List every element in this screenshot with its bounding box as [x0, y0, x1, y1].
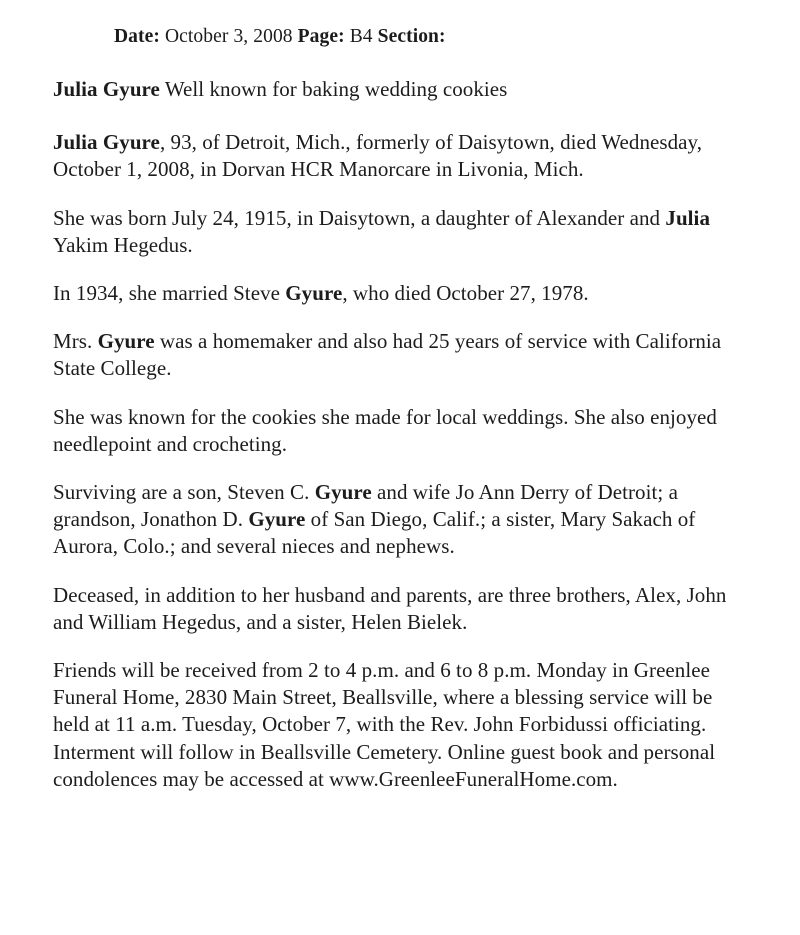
p-occupation-seg-0: Mrs. [53, 329, 98, 354]
p-death-notice-seg-0: Julia Gyure [53, 130, 160, 155]
p-services-seg-0: Friends will be received from 2 to 4 p.m. and 6 to 8 p.m. Monday in Greenlee Funeral Home, 2830 Main Street, Beallsville, where a blessing service will be held at 11 a.m. Tuesday, October 7, with the Rev. John Forbidussi officiating. Interment will follow in Beallsville Cemetery. Online guest book and personal condolences may be accessed at www.GreenleeFuneralHome.com. [53, 658, 716, 791]
p-marriage-seg-2: , who died October 27, 1978. [342, 281, 589, 306]
date-text: October 3, 2008 [164, 26, 293, 47]
p-survivors-seg-4: of San Diego, Calif.; a sister, Mary Sakach of Aurora, Colo.; and several nieces and nephews. [53, 507, 696, 559]
p-death-notice [53, 129, 753, 183]
p-survivors-seg-3: Gyure [248, 507, 306, 532]
p-survivors-seg-0: Surviving are a son, Steven C. [53, 480, 315, 505]
p-deceased-relatives-seg-0: Deceased, in addition to her husband and parents, are three brothers, Alex, John and William Hegedus, and a sister, Helen Bielek. [53, 582, 727, 634]
date-label: Date: [114, 26, 160, 47]
paragraph-host [53, 129, 753, 793]
p-marriage-seg-0: In 1934, she married Steve [53, 281, 286, 306]
p-marriage [53, 280, 753, 307]
p-birth-seg-0: She was born July 24, 1915, in Daisytown, a daughter of Alexander and [53, 205, 666, 230]
p-deceased-relatives [53, 582, 753, 636]
headline-rest: Well known for baking wedding cookies [159, 77, 508, 101]
p-birth-seg-1: Julia [665, 205, 710, 230]
headline-name: Julia Gyure [53, 77, 160, 101]
p-survivors-seg-1: Gyure [314, 480, 372, 505]
obituary-headline [53, 76, 753, 103]
p-hobbies [53, 404, 753, 458]
p-marriage-seg-1: Gyure [285, 281, 343, 306]
p-occupation-seg-1: Gyure [97, 329, 155, 354]
clipping-header [114, 24, 446, 50]
p-survivors-seg-2: and wife Jo Ann Derry of Detroit; a grandson, Jonathon D. [53, 480, 678, 532]
p-occupation-seg-2: was a homemaker and also had 25 years of service with California State College. [53, 329, 722, 381]
p-death-notice-seg-1: , 93, of Detroit, Mich., formerly of Daisytown, died Wednesday, October 1, 2008, in Dorvan HCR Manorcare in Livonia, Mich. [53, 130, 703, 182]
p-survivors [53, 479, 753, 561]
section-label: Section: [377, 26, 446, 47]
p-birth-seg-2: Yakim Hegedus. [53, 232, 193, 257]
p-hobbies-seg-0: She was known for the cookies she made for local weddings. She also enjoyed needlepoint and crocheting. [53, 404, 717, 456]
obituary-body [53, 76, 753, 793]
page-value: B4 [349, 26, 373, 47]
p-birth [53, 205, 753, 259]
page-label: Page: [297, 26, 345, 47]
p-occupation [53, 328, 753, 382]
p-services [53, 657, 753, 793]
